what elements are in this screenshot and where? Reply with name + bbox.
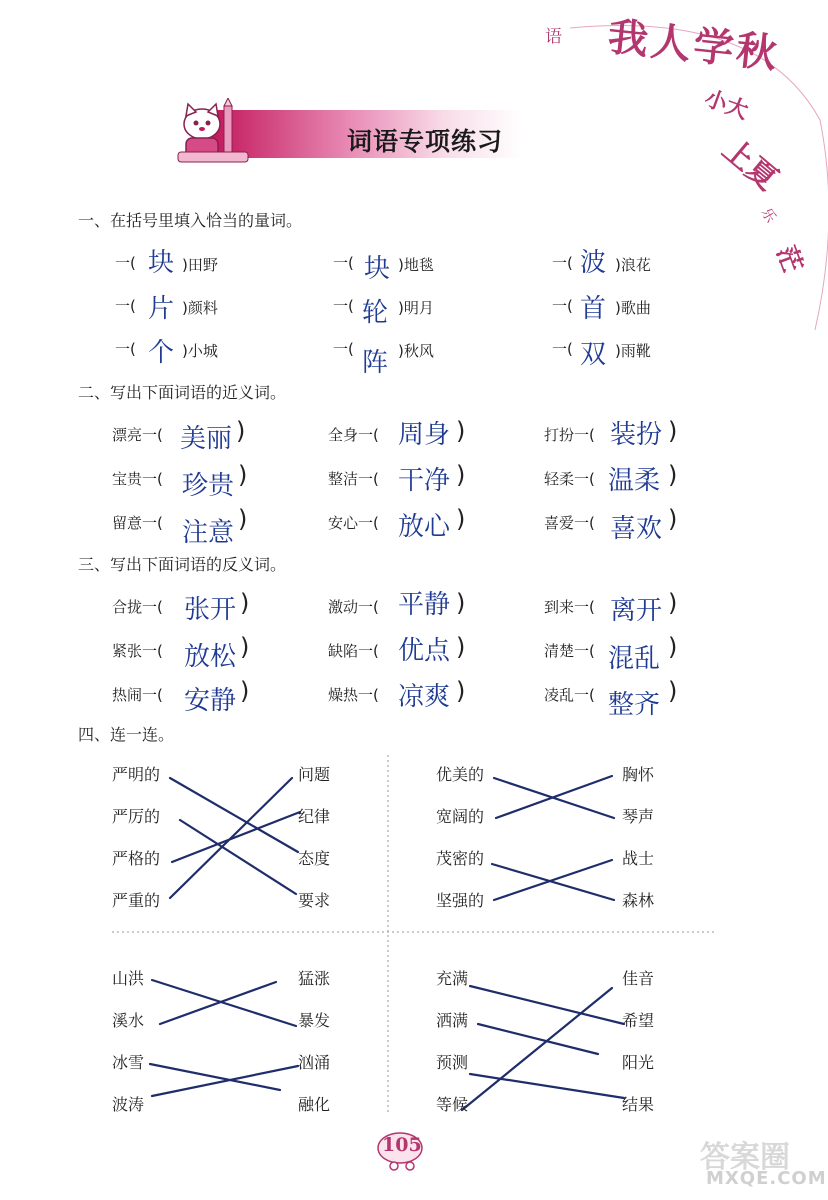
q2-answer: 块 bbox=[364, 254, 391, 284]
match-a-right-2: 纪律 bbox=[298, 807, 331, 826]
ant-1-word: 合拢一( bbox=[112, 598, 163, 616]
syn-7-answer: 注意 bbox=[182, 518, 235, 548]
match-c-left-4: 波涛 bbox=[112, 1095, 145, 1114]
section-1-heading: 一、在括号里填入恰当的量词。 bbox=[78, 211, 303, 230]
match-a-right-1: 问题 bbox=[298, 765, 331, 784]
q2-suffix: )地毯 bbox=[398, 256, 434, 274]
match-a-left-3: 严格的 bbox=[112, 849, 161, 868]
page-title: 词语专项练习 bbox=[347, 127, 504, 156]
match-d-left-2: 洒满 bbox=[436, 1011, 469, 1030]
match-b-left-3: 茂密的 bbox=[436, 849, 485, 868]
syn-4-close: ) bbox=[238, 461, 248, 489]
ant-3-word: 到来一( bbox=[544, 598, 595, 616]
match-c-right-1: 猛涨 bbox=[298, 969, 331, 988]
ant-2-answer: 平静 bbox=[398, 590, 451, 620]
corner-text-4: 上夏 bbox=[715, 131, 784, 198]
ant-2-close: ) bbox=[456, 589, 466, 617]
syn-8-answer: 放心 bbox=[398, 512, 451, 542]
syn-1-close: ) bbox=[236, 417, 246, 445]
match-a-right-3: 态度 bbox=[298, 849, 331, 868]
section-4-heading: 四、连一连。 bbox=[78, 725, 175, 744]
q4-suffix: )颜料 bbox=[182, 299, 218, 317]
q7-suffix: )小城 bbox=[182, 342, 218, 360]
q9-answer: 双 bbox=[580, 340, 607, 370]
match-c-right-4: 融化 bbox=[298, 1095, 331, 1114]
syn-5-close: ) bbox=[456, 461, 466, 489]
q1-suffix: )田野 bbox=[182, 256, 218, 274]
ant-4-answer: 放松 bbox=[184, 642, 237, 672]
ant-7-close: ) bbox=[240, 677, 250, 705]
ant-5-word: 缺陷一( bbox=[328, 642, 379, 660]
syn-2-close: ) bbox=[456, 417, 466, 445]
q8-answer: 阵 bbox=[362, 348, 389, 378]
syn-7-word: 留意一( bbox=[112, 514, 163, 532]
ant-7-word: 热闹一( bbox=[112, 686, 163, 704]
corner-text-1: 语 bbox=[545, 27, 562, 47]
match-d-right-2: 希望 bbox=[622, 1011, 655, 1030]
syn-8-close: ) bbox=[456, 505, 466, 533]
syn-6-close: ) bbox=[668, 461, 678, 489]
match-b-left-1: 优美的 bbox=[436, 765, 485, 784]
q4-prefix: 一( bbox=[115, 297, 136, 315]
syn-2-word: 全身一( bbox=[328, 426, 379, 444]
q8-suffix: )秋风 bbox=[398, 342, 434, 360]
match-d-right-4: 结果 bbox=[622, 1095, 655, 1114]
match-a-left-1: 严明的 bbox=[112, 765, 161, 784]
ant-7-answer: 安静 bbox=[184, 686, 237, 716]
q5-prefix: 一( bbox=[333, 297, 354, 315]
syn-3-answer: 装扮 bbox=[610, 420, 663, 450]
ant-8-close: ) bbox=[456, 677, 466, 705]
ant-9-answer: 整齐 bbox=[608, 690, 661, 720]
q6-answer: 首 bbox=[580, 294, 607, 324]
section-3-heading: 三、写出下面词语的反义词。 bbox=[78, 555, 287, 574]
syn-1-word: 漂亮一( bbox=[112, 426, 163, 444]
ant-8-answer: 凉爽 bbox=[398, 682, 451, 712]
syn-9-answer: 喜欢 bbox=[610, 514, 663, 544]
ant-6-close: ) bbox=[668, 633, 678, 661]
q5-answer: 轮 bbox=[362, 298, 389, 328]
match-d-right-3: 阳光 bbox=[622, 1053, 655, 1072]
match-c-left-1: 山洪 bbox=[112, 969, 145, 988]
corner-text-5: 乐 bbox=[757, 205, 779, 226]
q1-prefix: 一( bbox=[115, 254, 136, 272]
match-c-right-3: 汹涌 bbox=[298, 1053, 331, 1072]
watermark-url: MXQE.COM bbox=[706, 1168, 827, 1189]
ant-4-word: 紧张一( bbox=[112, 642, 163, 660]
ant-9-close: ) bbox=[668, 677, 678, 705]
match-d-left-4: 等候 bbox=[436, 1095, 469, 1114]
syn-7-close: ) bbox=[238, 505, 248, 533]
match-d-right-1: 佳音 bbox=[622, 969, 655, 988]
q9-suffix: )雨靴 bbox=[615, 342, 651, 360]
ant-6-answer: 混乱 bbox=[608, 644, 661, 674]
ant-4-close: ) bbox=[240, 633, 250, 661]
syn-1-answer: 美丽 bbox=[180, 424, 233, 454]
ant-5-close: ) bbox=[456, 633, 466, 661]
watermark-text: 答案圈 bbox=[700, 1140, 790, 1175]
q1-answer: 块 bbox=[148, 248, 175, 278]
syn-9-word: 喜爱一( bbox=[544, 514, 595, 532]
ant-3-close: ) bbox=[668, 589, 678, 617]
match-b-right-3: 战士 bbox=[622, 849, 655, 868]
match-b-right-4: 森林 bbox=[622, 891, 655, 910]
match-c-right-2: 暴发 bbox=[298, 1011, 331, 1030]
syn-3-word: 打扮一( bbox=[544, 426, 595, 444]
syn-6-answer: 温柔 bbox=[608, 466, 661, 496]
syn-9-close: ) bbox=[668, 505, 678, 533]
match-a-right-4: 要求 bbox=[298, 891, 331, 910]
page-number-badge bbox=[374, 1128, 434, 1172]
q3-prefix: 一( bbox=[552, 254, 573, 272]
q6-prefix: 一( bbox=[552, 297, 573, 315]
q2-prefix: 一( bbox=[333, 254, 354, 272]
match-d-left-3: 预测 bbox=[436, 1053, 469, 1072]
q7-answer: 个 bbox=[148, 338, 175, 368]
ant-1-close: ) bbox=[240, 589, 250, 617]
q9-prefix: 一( bbox=[552, 340, 573, 358]
match-a-left-2: 严厉的 bbox=[112, 807, 161, 826]
q3-suffix: )浪花 bbox=[615, 256, 651, 274]
syn-4-word: 宝贵一( bbox=[112, 470, 163, 488]
syn-2-answer: 周身 bbox=[398, 420, 451, 450]
q6-suffix: )歌曲 bbox=[615, 299, 651, 317]
ant-2-word: 激动一( bbox=[328, 598, 379, 616]
match-b-left-2: 宽阔的 bbox=[436, 807, 485, 826]
ant-5-answer: 优点 bbox=[398, 636, 451, 666]
q7-prefix: 一( bbox=[115, 340, 136, 358]
q4-answer: 片 bbox=[148, 294, 175, 324]
section-2-heading: 二、写出下面词语的近义词。 bbox=[78, 383, 287, 402]
ant-6-word: 清楚一( bbox=[544, 642, 595, 660]
q8-prefix: 一( bbox=[333, 340, 354, 358]
page-number: 105 bbox=[382, 1134, 422, 1156]
match-c-left-3: 冰雪 bbox=[112, 1053, 145, 1072]
q5-suffix: )明月 bbox=[398, 299, 434, 317]
match-a-left-4: 严重的 bbox=[112, 891, 161, 910]
syn-6-word: 轻柔一( bbox=[544, 470, 595, 488]
syn-8-word: 安心一( bbox=[328, 514, 379, 532]
corner-text-6: 茫 bbox=[770, 242, 808, 277]
syn-5-answer: 干净 bbox=[398, 466, 451, 496]
syn-4-answer: 珍贵 bbox=[182, 471, 235, 501]
match-b-right-2: 琴声 bbox=[622, 807, 655, 826]
cat-mascot-icon bbox=[172, 98, 252, 168]
q3-answer: 波 bbox=[580, 248, 607, 278]
match-b-right-1: 胸怀 bbox=[622, 765, 655, 784]
corner-text-3: 小大 bbox=[701, 85, 752, 125]
syn-5-word: 整洁一( bbox=[328, 470, 379, 488]
ant-9-word: 凌乱一( bbox=[544, 686, 595, 704]
match-d-left-1: 充满 bbox=[436, 969, 469, 988]
ant-1-answer: 张开 bbox=[184, 595, 237, 625]
ant-3-answer: 离开 bbox=[610, 596, 663, 626]
ant-8-word: 燥热一( bbox=[328, 686, 379, 704]
title-banner bbox=[172, 98, 528, 168]
match-b-left-4: 坚强的 bbox=[436, 891, 485, 910]
match-c-left-2: 溪水 bbox=[112, 1011, 145, 1030]
corner-text-2: 我人学秋 bbox=[605, 13, 782, 78]
syn-3-close: ) bbox=[668, 417, 678, 445]
